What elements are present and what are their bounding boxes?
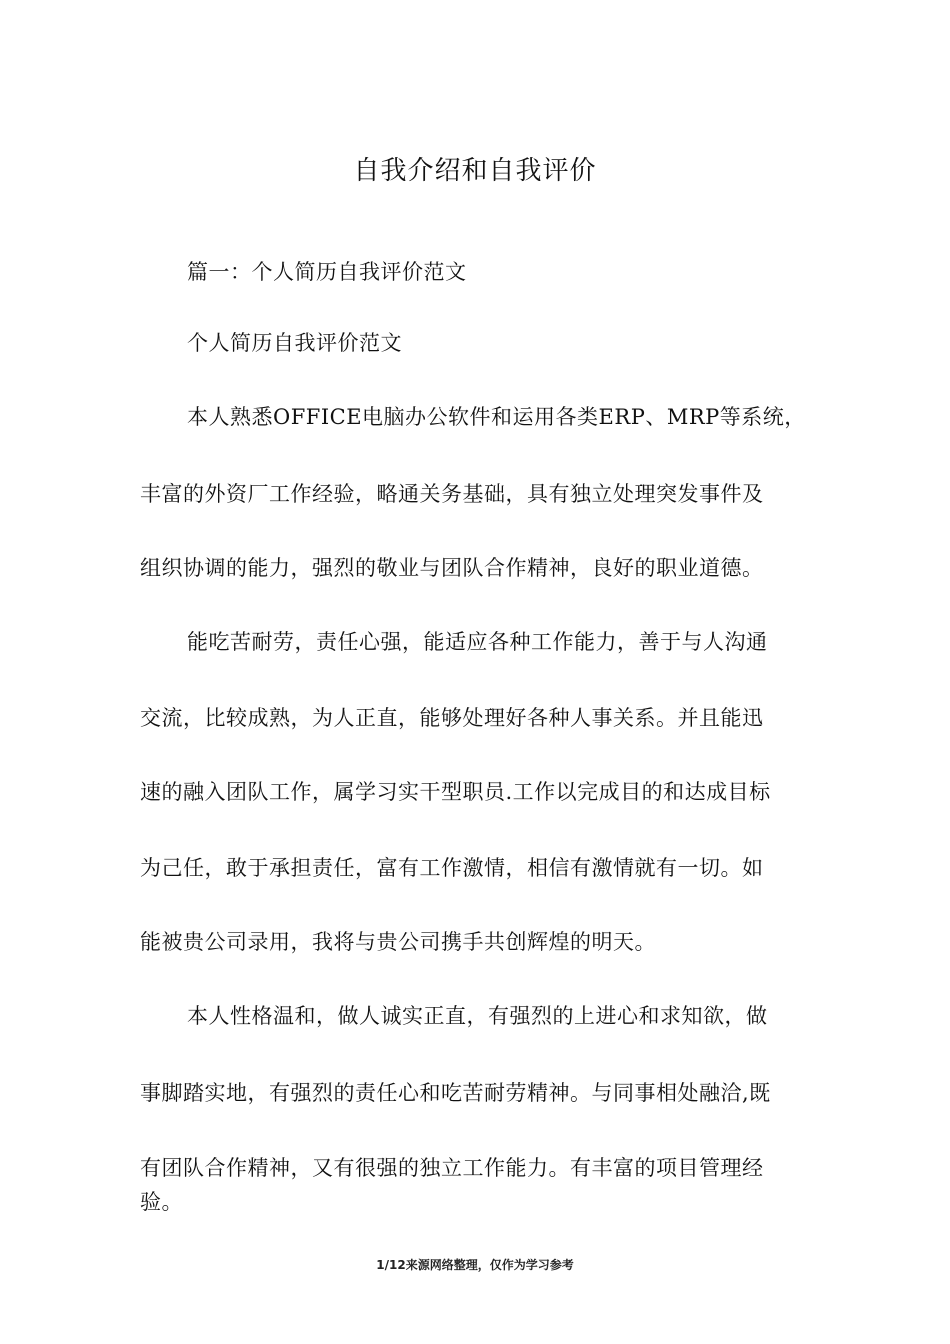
paragraph-line: 事脚踏实地，有强烈的责任心和吃苦耐劳精神。与同事相处融洽,既 [140,1081,771,1105]
paragraph-line: 能被贵公司录用，我将与贵公司携手共创辉煌的明天。 [140,930,656,954]
paragraph-line: 能吃苦耐劳，责任心强，能适应各种工作能力，善于与人沟通 [187,630,768,654]
paragraph-line: 本人熟悉OFFICE电脑办公软件和运用各类ERP、MRP等系统， [187,405,806,429]
page-footer: 1/12来源网络整理，仅作为学习参考 [376,1258,574,1272]
paragraph-line: 本人性格温和，做人诚实正直，有强烈的上进心和求知欲，做 [187,1004,768,1028]
document-title: 自我介绍和自我评价 [353,156,597,186]
paragraph-line: 丰富的外资厂工作经验，略通关务基础，具有独立处理突发事件及 [140,482,764,506]
section-heading: 篇一：个人简历自我评价范文 [187,260,467,284]
paragraph-line: 有团队合作精神，又有很强的独立工作能力。有丰富的项目管理经 [140,1156,764,1180]
paragraph-line: 交流，比较成熟，为人正直，能够处理好各种人事关系。并且能迅 [140,706,764,730]
paragraph-line: 组织协调的能力，强烈的敬业与团队合作精神，良好的职业道德。 [140,556,764,580]
paragraph-line: 验。 [140,1190,183,1214]
subheading: 个人简历自我评价范文 [187,331,402,355]
paragraph-line: 为己任，敢于承担责任，富有工作激情，相信有激情就有一切。如 [140,856,764,880]
paragraph-line: 速的融入团队工作，属学习实干型职员.工作以完成目的和达成目标 [140,780,771,804]
